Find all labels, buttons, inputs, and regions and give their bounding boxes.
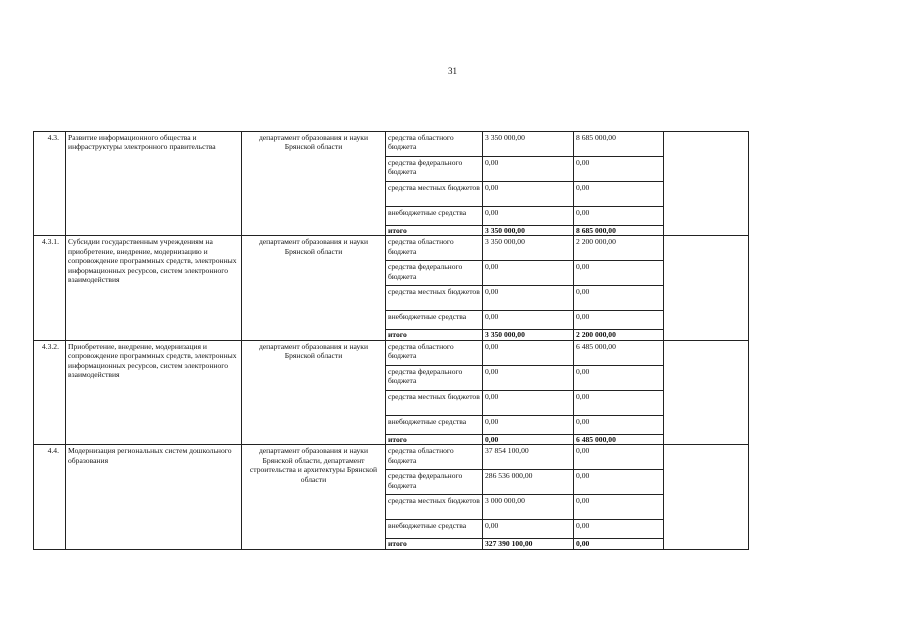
funding-source: итого — [386, 330, 483, 340]
funding-source: средства федерального бюджета — [386, 470, 483, 495]
amount-year-2: 8 685 000,00 — [574, 132, 664, 157]
amount-year-2: 0,00 — [574, 520, 664, 539]
amount-year-1: 0,00 — [483, 520, 574, 539]
amount-year-1: 3 350 000,00 — [483, 132, 574, 157]
amount-year-2: 0,00 — [574, 495, 664, 520]
amount-year-1: 3 350 000,00 — [483, 226, 574, 236]
executor: департамент образования и науки Брянской области, департамент строительства и архитектуры Брянской области — [242, 445, 386, 549]
item-number: 4.4. — [34, 445, 66, 549]
amount-year-1: 3 350 000,00 — [483, 330, 574, 340]
table-row — [34, 132, 749, 157]
funding-source: итого — [386, 539, 483, 549]
empty-column — [664, 236, 749, 340]
executor: департамент образования и науки Брянской области — [242, 132, 386, 236]
amount-year-1: 0,00 — [483, 415, 574, 434]
budget-table-body — [34, 132, 749, 550]
table-row — [34, 340, 749, 365]
amount-year-1: 327 390 100,00 — [483, 539, 574, 549]
amount-year-2: 6 485 000,00 — [574, 434, 664, 444]
amount-year-1: 0,00 — [483, 340, 574, 365]
amount-year-2: 0,00 — [574, 365, 664, 390]
amount-year-2: 0,00 — [574, 261, 664, 286]
amount-year-1: 0,00 — [483, 157, 574, 182]
amount-year-2: 6 485 000,00 — [574, 340, 664, 365]
funding-source: внебюджетные средства — [386, 207, 483, 226]
funding-source: внебюджетные средства — [386, 415, 483, 434]
amount-year-2: 0,00 — [574, 445, 664, 470]
amount-year-2: 0,00 — [574, 415, 664, 434]
budget-table — [33, 131, 749, 550]
funding-source: средства местных бюджетов — [386, 182, 483, 207]
amount-year-2: 0,00 — [574, 539, 664, 549]
funding-source: средства областного бюджета — [386, 340, 483, 365]
funding-source: средства федерального бюджета — [386, 261, 483, 286]
amount-year-2: 0,00 — [574, 390, 664, 415]
funding-source: внебюджетные средства — [386, 311, 483, 330]
amount-year-1: 0,00 — [483, 261, 574, 286]
item-number: 4.3. — [34, 132, 66, 236]
item-name: Модернизация региональных систем дошкольного образования — [66, 445, 242, 549]
item-name: Развитие информационного общества и инфраструктуры электронного правительства — [66, 132, 242, 236]
table-row — [34, 236, 749, 261]
item-name: Субсидии государственным учреждениям на приобретение, внедрение, модернизацию и сопровождение программных средств, электронных информационных ресурсов, систем электронного взаимодействия — [66, 236, 242, 340]
funding-source: средства федерального бюджета — [386, 365, 483, 390]
item-name: Приобретение, внедрение, модернизация и сопровождение программных средств, электронных информационных ресурсов, систем электронного взаимодействия — [66, 340, 242, 444]
funding-source: средства местных бюджетов — [386, 390, 483, 415]
amount-year-2: 0,00 — [574, 470, 664, 495]
amount-year-2: 0,00 — [574, 182, 664, 207]
funding-source: итого — [386, 434, 483, 444]
amount-year-1: 0,00 — [483, 390, 574, 415]
funding-source: средства областного бюджета — [386, 236, 483, 261]
amount-year-1: 3 350 000,00 — [483, 236, 574, 261]
table-row — [34, 445, 749, 470]
amount-year-2: 0,00 — [574, 286, 664, 311]
funding-source: средства областного бюджета — [386, 132, 483, 157]
funding-source: средства областного бюджета — [386, 445, 483, 470]
funding-source: средства федерального бюджета — [386, 157, 483, 182]
amount-year-2: 0,00 — [574, 311, 664, 330]
empty-column — [664, 340, 749, 444]
executor: департамент образования и науки Брянской области — [242, 236, 386, 340]
amount-year-1: 37 854 100,00 — [483, 445, 574, 470]
amount-year-2: 2 200 000,00 — [574, 236, 664, 261]
empty-column — [664, 132, 749, 236]
amount-year-2: 0,00 — [574, 207, 664, 226]
amount-year-1: 0,00 — [483, 182, 574, 207]
page-number: 31 — [448, 66, 457, 76]
amount-year-2: 2 200 000,00 — [574, 330, 664, 340]
amount-year-1: 0,00 — [483, 207, 574, 226]
amount-year-1: 3 000 000,00 — [483, 495, 574, 520]
item-number: 4.3.2. — [34, 340, 66, 444]
funding-source: итого — [386, 226, 483, 236]
amount-year-2: 8 685 000,00 — [574, 226, 664, 236]
empty-column — [664, 445, 749, 549]
amount-year-2: 0,00 — [574, 157, 664, 182]
funding-source: средства местных бюджетов — [386, 286, 483, 311]
amount-year-1: 0,00 — [483, 286, 574, 311]
amount-year-1: 0,00 — [483, 311, 574, 330]
amount-year-1: 286 536 000,00 — [483, 470, 574, 495]
amount-year-1: 0,00 — [483, 365, 574, 390]
executor: департамент образования и науки Брянской области — [242, 340, 386, 444]
funding-source: средства местных бюджетов — [386, 495, 483, 520]
funding-source: внебюджетные средства — [386, 520, 483, 539]
item-number: 4.3.1. — [34, 236, 66, 340]
amount-year-1: 0,00 — [483, 434, 574, 444]
